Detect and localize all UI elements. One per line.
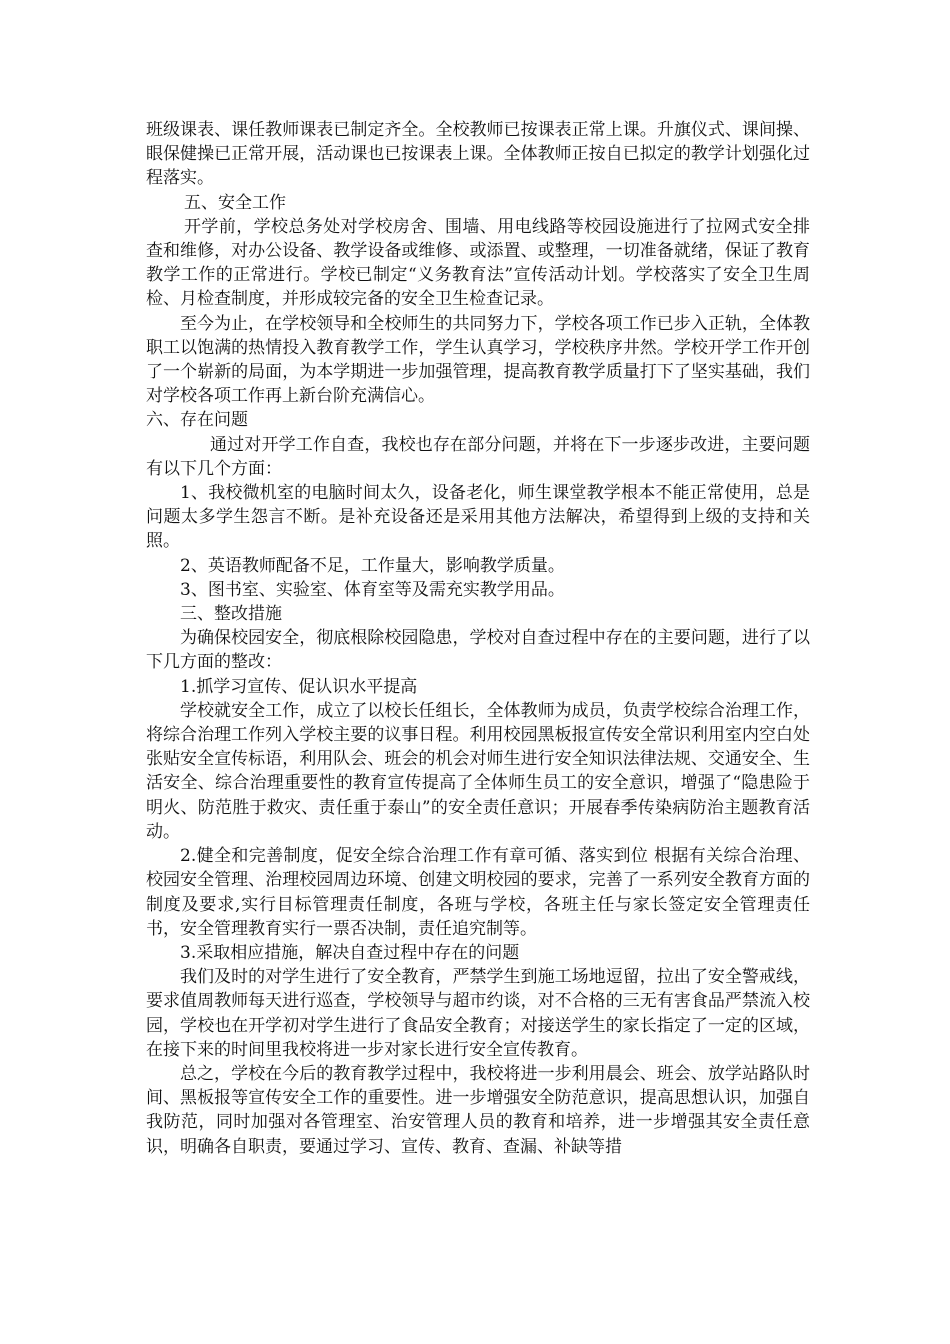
paragraph-problems-intro: 通过对开学工作自查，我校也存在部分问题，并将在下一步逐步改进，主要问题有以下几个方面： [146,434,810,479]
paragraph-conclusion: 总之，学校在今后的教育教学过程中，我校将进一步利用晨会、班会、放学站路队时间、黑板报等宣传安全工作的重要性。进一步增强安全防范意识，提高思想认识，加强自我防范，同时加强对各管理室、治安管理人员的教育和培养，进一步增强其安全责任意识，明确各自职责，要通过学习、宣传、教育、查漏、补缺等措 [146,1063,810,1157]
subheading-measure-1: 1.抓学习宣传、促认识水平提高 [180,676,418,697]
heading-safety-work: 五、安全工作 [184,192,286,213]
problem-item-2: 2、英语教师配备不足，工作量大，影响教学质量。 [180,555,565,576]
problem-item-1: 1、我校微机室的电脑时间太久，设备老化，师生课堂教学根本不能正常使用，总是问题太多学生怨言不断。是补充设备还是采用其他方法解决，希望得到上级的支持和关照。 [146,483,810,552]
subheading-measure-3: 3.采取相应措施，解决自查过程中存在的问题 [180,942,520,963]
paragraph-measure-2: 2.健全和完善制度，促安全综合治理工作有章可循、落实到位 根据有关综合治理、校园安全管理、治理校园周边环境、创建文明校园的要求，完善了一系列安全教育方面的制度及要求,实行目标管理责任制度，各班与学校，各班主任与家长签定安全管理责任书，安全管理教育实行一票否决制，责任追究制等。 [146,846,810,939]
problem-item-3: 3、图书室、实验室、体育室等及需充实教学用品。 [180,579,565,600]
heading-existing-problems: 六、存在问题 [146,410,248,431]
heading-rectification: 三、整改措施 [180,604,282,625]
paragraph-measure-1: 学校就安全工作，成立了以校长任组长，全体教师为成员，负责学校综合治理工作，将综合治理工作列入学校主要的议事日程。利用校园黑板报宣传安全常识利用室内空白处张贴安全宣传标语，利用队会、班会的机会对师生进行安全知识法律法规、交通安全、生活安全、综合治理重要性的教育宣传提高了全体师生员工的安全意识，增强了“隐患险于明火、防范胜于救灾、责任重于泰山”的安全责任意识；开展春季传染病防治主题教育活动。 [146,700,810,842]
paragraph-pre-term-inspection: 开学前，学校总务处对学校房舍、围墙、用电线路等校园设施进行了拉网式安全排查和维修，对办公设备、教学设备或维修、或添置、或整理，一切准备就绪，保证了教育教学工作的正常进行。学校已制定“义务教育法”宣传活动计划。学校落实了安全卫生周检、月检查制度，并形成较完备的安全卫生检查记录。 [146,216,810,310]
paragraph-progress-summary: 至今为止，在学校领导和全校师生的共同努力下，学校各项工作已步入正轨，全体教职工以饱满的热情投入教育教学工作，学生认真学习，学校秩序井然。学校开学工作开创了一个崭新的局面，为本学期进一步加强管理，提高教育教学质量打下了坚实基础，我们对学校各项工作再上新台阶充满信心。 [146,313,810,407]
paragraph-class-schedule: 班级课表、课任教师课表已制定齐全。全校教师已按课表正常上课。升旗仪式、课间操、眼保健操已正常开展，活动课也已按课表上课。全体教师正按自已拟定的教学计划强化过程落实。 [146,120,810,189]
paragraph-rectification-intro: 为确保校园安全，彻底根除校园隐患，学校对自查过程中存在的主要问题，进行了以下几方面的整改： [146,628,810,673]
paragraph-measure-3: 我们及时的对学生进行了安全教育，严禁学生到施工场地逗留，拉出了安全警戒线，要求值周教师每天进行巡查，学校领导与超市约谈，对不合格的三无有害食品严禁流入校园，学校也在开学初对学生进行了食品安全教育；对接送学生的家长指定了一定的区域，在接下来的时间里我校将进一步对家长进行安全宣传教育。 [146,967,810,1060]
